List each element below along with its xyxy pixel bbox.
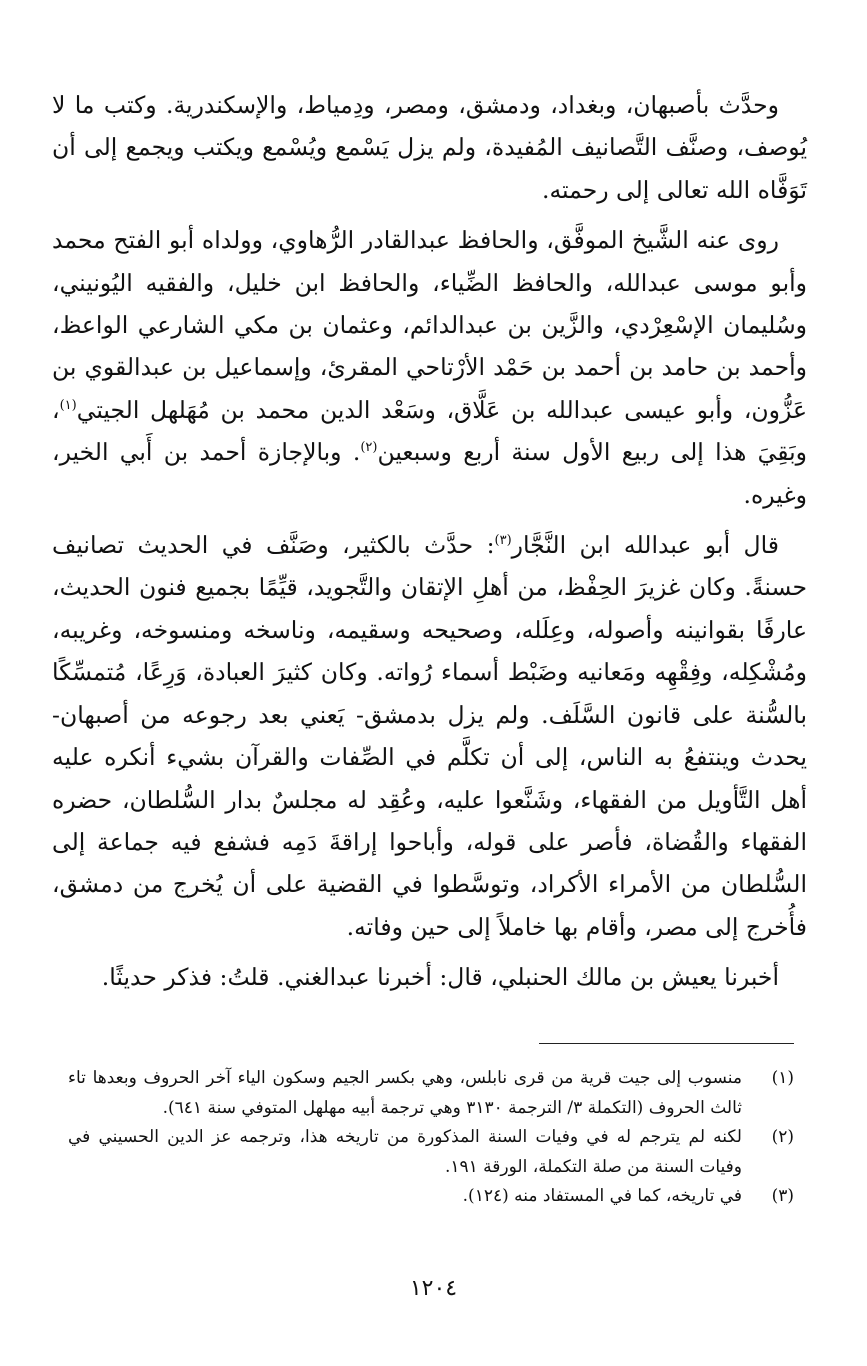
paragraph bbox=[52, 956, 807, 998]
paragraph-text: وحدَّث بأصبهان، وبغداد، ودمشق، ومصر، ودِمياط، والإسكندرية. وكتب ما لا يُوصف، وصنَّف التَّصانيف المُفيدة، ولم يزل يَسْمع ويُسْمع ويكتب ويجمع إلى أن تَوَفَّاه الله تعالى إلى رحمته. bbox=[52, 91, 807, 204]
paragraph bbox=[52, 524, 807, 948]
paragraph-text: : حدَّث بالكثير، وصَنَّف في الحديث تصانيف حسنةً. وكان غزيرَ الحِفْظ، من أهلِ الإتقان والتَّجويد، قيِّمًا بجميع فنون الحديث، عارفًا بقوانينه وأصوله، وعِلَله، وصحيحه وسقيمه، وناسخه ومنسوخه، وغريبه، ومُشْكِله، وفِقْهِه ومَعانيه وضَبْط أسماء رُواته. وكان كثيرَ العبادة، وَرِعًا، مُتمسِّكًا بالسُّنة على قانون السَّلَف. ولم يزل بدمشق- يَعني بعد رجوعه من أصبهان- يحدث وينتفعُ به الناس، إلى أن تكلَّم في الصِّفات والقرآن بشيء أنكره عليه أهل التَّأويل من الفقهاء، وشَنَّعوا عليه، وعُقِد له مجلسٌ بدار السُّلطان، حضره الفقهاء والقُضاة، فأصر على قوله، وأباحوا إراقةَ دَمِه فشفع فيه جماعة إلى السُّلطان من الأمراء الأكراد، وتوسَّطوا في القضية على أن يُخرج من دمشق، فأُخرج إلى مصر، وأقام بها خاملاً إلى حين وفاته. bbox=[52, 531, 807, 941]
footnote-number: (٢) bbox=[771, 1127, 794, 1148]
footnotes bbox=[68, 1064, 794, 1212]
footnote-text: منسوب إلى جيت قرية من قرى نابلس، وهي بكسر الجيم وسكون الياء آخر الحروف وبعدها تاء ثالث الحروف (التكملة ٣/ الترجمة ٣١٣٠ وهي ترجمة أبيه مهلهل المتوفي سنة ٦٤١). bbox=[68, 1068, 742, 1118]
footnote-number: (١) bbox=[771, 1068, 794, 1088]
footnote-marker: (٣) bbox=[494, 533, 512, 549]
footnote-marker: (٢) bbox=[360, 440, 378, 456]
paragraph-text: قال أبو عبدالله ابن النَّجَّار bbox=[511, 531, 780, 560]
paragraph bbox=[52, 84, 807, 211]
footnote-text: في تاريخه، كما في المستفاد منه (١٢٤). bbox=[462, 1186, 742, 1207]
footnote bbox=[68, 1064, 794, 1123]
main-text bbox=[52, 84, 807, 999]
footnote bbox=[68, 1123, 794, 1182]
paragraph-text: ، وبَقِيَ هذا إلى ربيع الأول سنة أربع وسبعين bbox=[52, 395, 807, 467]
paragraph-text: . وبالإجازة أحمد بن أَبي الخير، وغيره. bbox=[52, 438, 807, 509]
footnote-divider bbox=[539, 1043, 794, 1044]
paragraph-text: روى عنه الشَّيخ الموفَّق، والحافظ عبدالقادر الرُّهاوي، وولداه أبو الفتح محمد وأبو موسى عبدالله، والحافظ الضِّياء، والحافظ ابن خليل، والفقيه اليُونيني، وسُليمان الإسْعِرْدي، والزَّين بن عبدالدائم، وعثمان بن مكي الشارعي الواعظ، وأحمد بن حامد بن أحمد بن حَمْد الأرْتاحي المقرئ، وإسماعيل بن عبدالقوي بن عَزُّون، وأبو عيسى عبدالله بن عَلَّاق، وسَعْد الدين محمد بن مُهَلهل الجيتي bbox=[52, 226, 807, 424]
footnote-text: لكنه لم يترجم له في وفيات السنة المذكورة من تاريخه هذا، وترجمه عز الدين الحسيني في وفيات السنة من صلة التكملة، الورقة ١٩١. bbox=[68, 1127, 742, 1177]
paragraph-text: أخبرنا يعيش بن مالك الحنبلي، قال: أخبرنا عبدالغني. قلتُ: فذكر حديثًا. bbox=[101, 963, 779, 992]
footnote-number: (٣) bbox=[771, 1186, 794, 1207]
paragraph bbox=[52, 219, 807, 516]
page-number: ١٢٠٤ bbox=[409, 1276, 458, 1301]
footnote-marker: (١) bbox=[59, 397, 77, 413]
footnote bbox=[68, 1182, 794, 1212]
